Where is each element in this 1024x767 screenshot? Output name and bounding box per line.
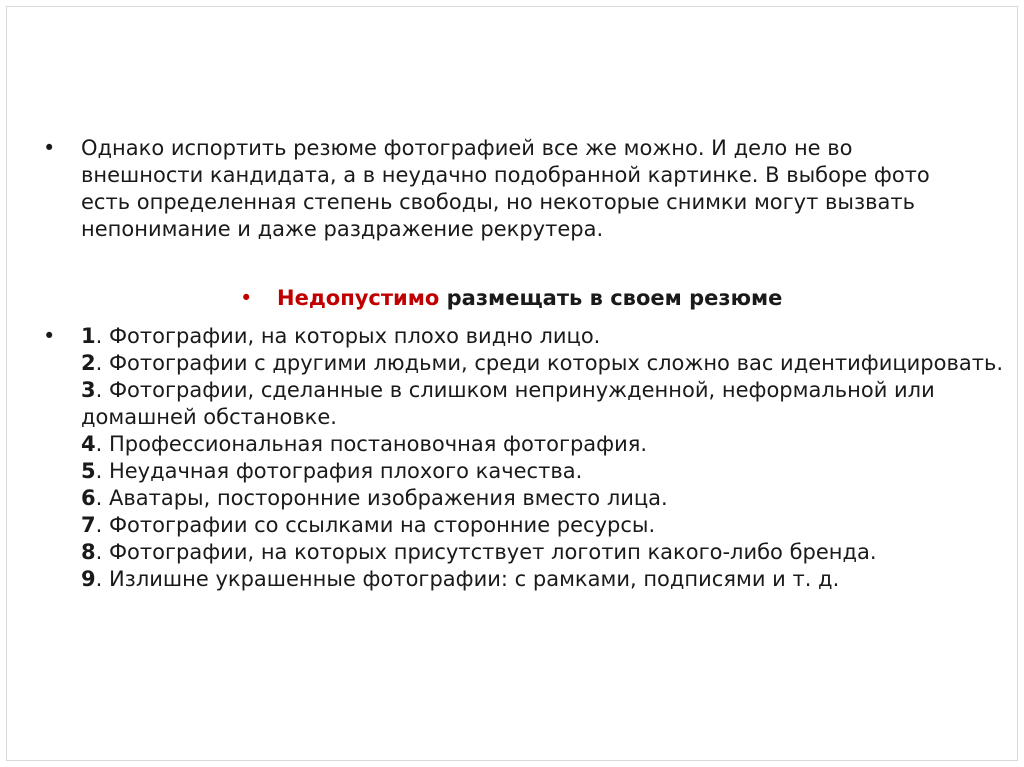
bullet-icon: •: [43, 136, 56, 160]
item-text: . Неудачная фотография плохого качества.: [95, 459, 583, 483]
heading-emphasis: Недопустимо: [277, 286, 440, 310]
item-text: . Фотографии, сделанные в слишком непринужденной, неформальной или домашней обстановке.: [81, 378, 935, 429]
intro-text: Однако испортить резюме фотографией все же можно. И дело не во внешности кандидата, а в неудачно подобранной картинке. В выборе фото есть определенная степень свободы, но некоторые снимки могут вызвать непонимание и даже раздражение рекрутера.: [81, 136, 930, 241]
item-text: . Фотографии, на которых присутствует логотип какого-либо бренда.: [95, 540, 877, 564]
item-number: 2: [81, 351, 96, 375]
bullet-icon: •: [240, 286, 253, 310]
list-item: [81, 539, 1003, 566]
list-item: [81, 431, 1003, 458]
item-number: 3: [81, 378, 96, 402]
list-item: [81, 377, 1003, 431]
list-item: [81, 566, 1003, 593]
bullet-icon: •: [43, 324, 56, 348]
item-text: . Фотографии, на которых плохо видно лицо.: [95, 324, 601, 348]
item-number: 9: [81, 567, 96, 591]
intro-paragraph: [43, 135, 943, 243]
prohibited-list-block: [43, 323, 1003, 593]
item-number: 1: [81, 324, 96, 348]
list-item: [81, 350, 1003, 377]
item-text: . Фотографии с другими людьми, среди которых сложно вас идентифицировать.: [95, 351, 1003, 375]
item-text: . Излишне украшенные фотографии: с рамками, подписями и т. д.: [95, 567, 840, 591]
list-item: [81, 458, 1003, 485]
item-number: 4: [81, 432, 96, 456]
item-text: . Аватары, посторонние изображения вместо лица.: [95, 486, 668, 510]
item-number: 7: [81, 513, 96, 537]
item-text: . Профессиональная постановочная фотография.: [95, 432, 648, 456]
item-number: 5: [81, 459, 96, 483]
section-heading: [240, 285, 940, 312]
item-text: . Фотографии со ссылками на сторонние ресурсы.: [95, 513, 656, 537]
item-number: 8: [81, 540, 96, 564]
list-item: [81, 512, 1003, 539]
item-number: 6: [81, 486, 96, 510]
list-item: [81, 485, 1003, 512]
slide: [6, 6, 1018, 761]
prohibited-list: [81, 323, 1003, 593]
list-item: [81, 323, 1003, 350]
heading-text: размещать в своем резюме: [439, 286, 783, 310]
